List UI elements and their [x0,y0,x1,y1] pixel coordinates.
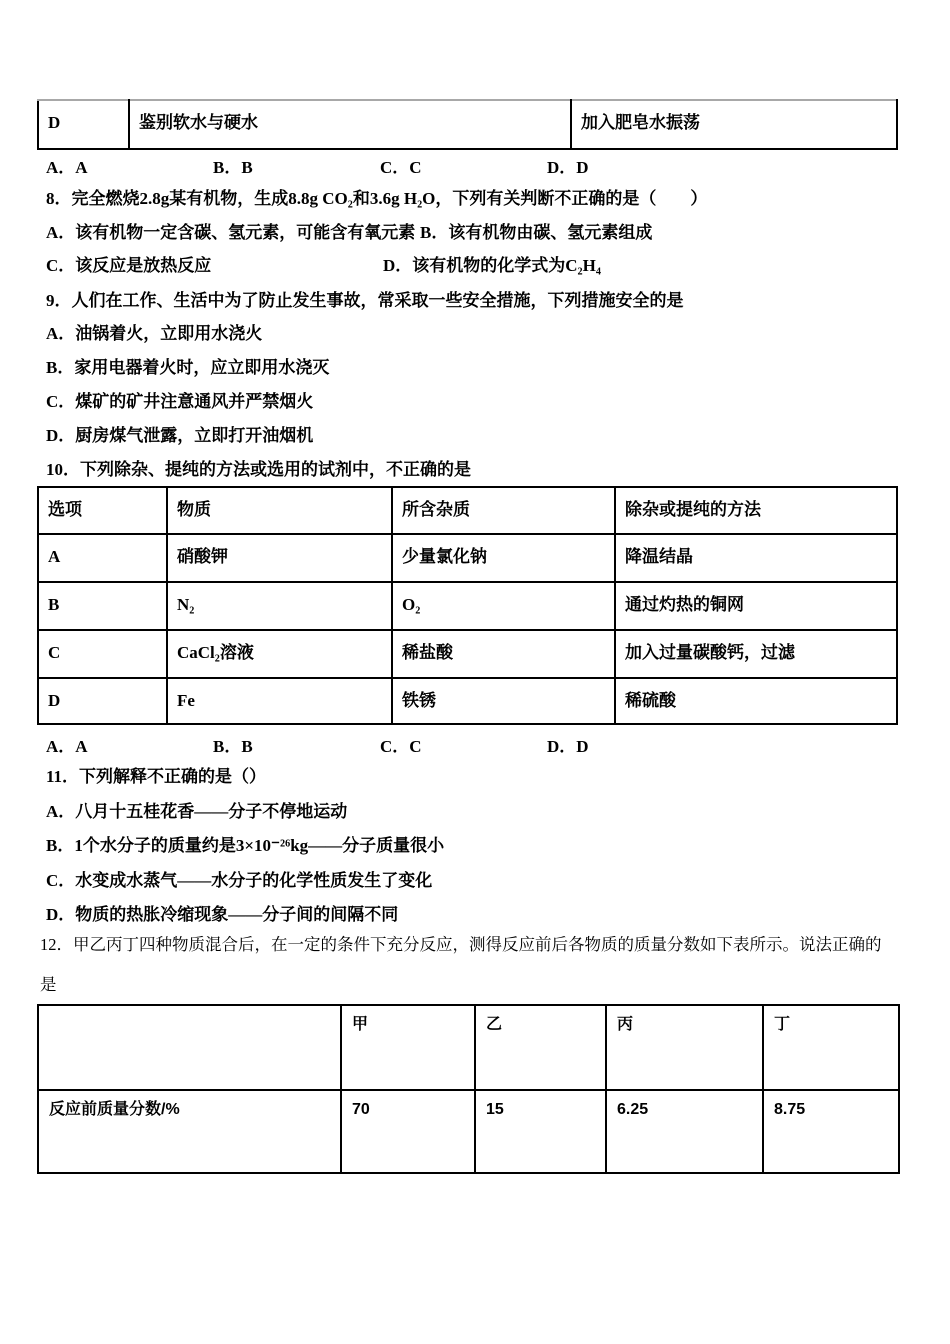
question-8-option-a: A．该有机物一定含碳、氢元素，可能含有氧元素 [46,223,416,242]
question-8-option-c: C．该反应是放热反应 [46,256,212,275]
q12-mass-fraction-table [37,1004,900,1174]
question-12-stem-line2: 是 [40,975,57,994]
cell: CaCl₂溶液 [167,630,392,678]
cell: 少量氯化钠 [392,534,615,582]
choice-d: D．D [547,737,589,756]
question-11-option-a: A．八月十五桂花香——分子不停地运动 [46,802,348,821]
choice-a: A．A [46,737,88,756]
q10-purification-table [37,486,898,725]
question-8-stem: 8．完全燃烧2.8g某有机物，生成8.8g CO₂和3.6g H₂O，下列有关判断不正确的是（ ） [46,189,708,208]
table-row [38,630,897,678]
question-9-option-d: D．厨房煤气泄露，立即打开油烟机 [46,426,314,445]
cell: D [38,678,167,724]
question-11-option-d: D．物质的热胀冷缩现象——分子间的间隔不同 [46,905,399,924]
row-label: 反应前质量分数/% [38,1090,341,1173]
question-11-stem: 11．下列解释不正确的是（） [46,767,267,786]
table-row [38,1090,899,1173]
method-cell: 加入肥皂水振荡 [571,100,897,149]
table-header-row [38,1005,899,1090]
cell: A [38,534,167,582]
header-method: 除杂或提纯的方法 [615,487,897,534]
table-row [38,534,897,582]
cell: 硝酸钾 [167,534,392,582]
table-row [38,582,897,630]
header-option: 选项 [38,487,167,534]
cell: O₂ [392,582,615,630]
question-8-option-d: D．该有机物的化学式为C₂H₄ [383,256,601,275]
cell: N₂ [167,582,392,630]
cell: 6.25 [606,1090,763,1173]
cell: 8.75 [763,1090,899,1173]
question-8-option-b: B．该有机物由碳、氢元素组成 [420,223,653,242]
cell: 降温结晶 [615,534,897,582]
header-substance: 物质 [167,487,392,534]
cell: 15 [475,1090,606,1173]
header-impurity: 所含杂质 [392,487,615,534]
header-ding: 丁 [763,1005,899,1090]
table-header-row [38,487,897,534]
question-9-option-b: B．家用电器着火时，应立即用水浇灭 [46,358,330,377]
cell: 稀盐酸 [392,630,615,678]
cell: 70 [341,1090,475,1173]
question-9-option-a: A．油锅着火，立即用水浇火 [46,324,263,343]
header-bing: 丙 [606,1005,763,1090]
question-11-option-c: C．水变成水蒸气——水分子的化学性质发生了变化 [46,871,433,890]
question-10-stem: 10．下列除杂、提纯的方法或选用的试剂中，不正确的是 [46,460,471,479]
header-jia: 甲 [341,1005,475,1090]
choice-d: D．D [547,158,589,177]
option-letter-cell: D [38,100,129,149]
cell: 稀硫酸 [615,678,897,724]
header-yi: 乙 [475,1005,606,1090]
choice-c: C．C [380,158,422,177]
choice-a: A．A [46,158,88,177]
question-9-option-c: C．煤矿的矿井注意通风并严禁烟火 [46,392,314,411]
choice-c: C．C [380,737,422,756]
question-9-stem: 9．人们在工作、生活中为了防止发生事故，常采取一些安全措施，下列措施安全的是 [46,291,684,310]
question-11-option-b: B．1个水分子的质量约是3×10⁻²⁶kg——分子质量很小 [46,836,445,855]
table-row [38,678,897,724]
question-12-stem-line1: 12．甲乙丙丁四种物质混合后，在一定的条件下充分反应，测得反应前后各物质的质量分数如下表所示。说法正确的 [40,935,882,954]
cell: B [38,582,167,630]
answer-choices-row [0,732,950,754]
cell: 加入过量碳酸钙，过滤 [615,630,897,678]
continuation-table [37,99,898,150]
table-row [38,100,897,149]
answer-choices-row [0,153,950,175]
cell: 通过灼热的铜网 [615,582,897,630]
cell: Fe [167,678,392,724]
header-empty [38,1005,341,1090]
cell: C [38,630,167,678]
choice-b: B．B [213,737,253,756]
choice-b: B．B [213,158,253,177]
task-cell: 鉴别软水与硬水 [129,100,571,149]
cell: 铁锈 [392,678,615,724]
